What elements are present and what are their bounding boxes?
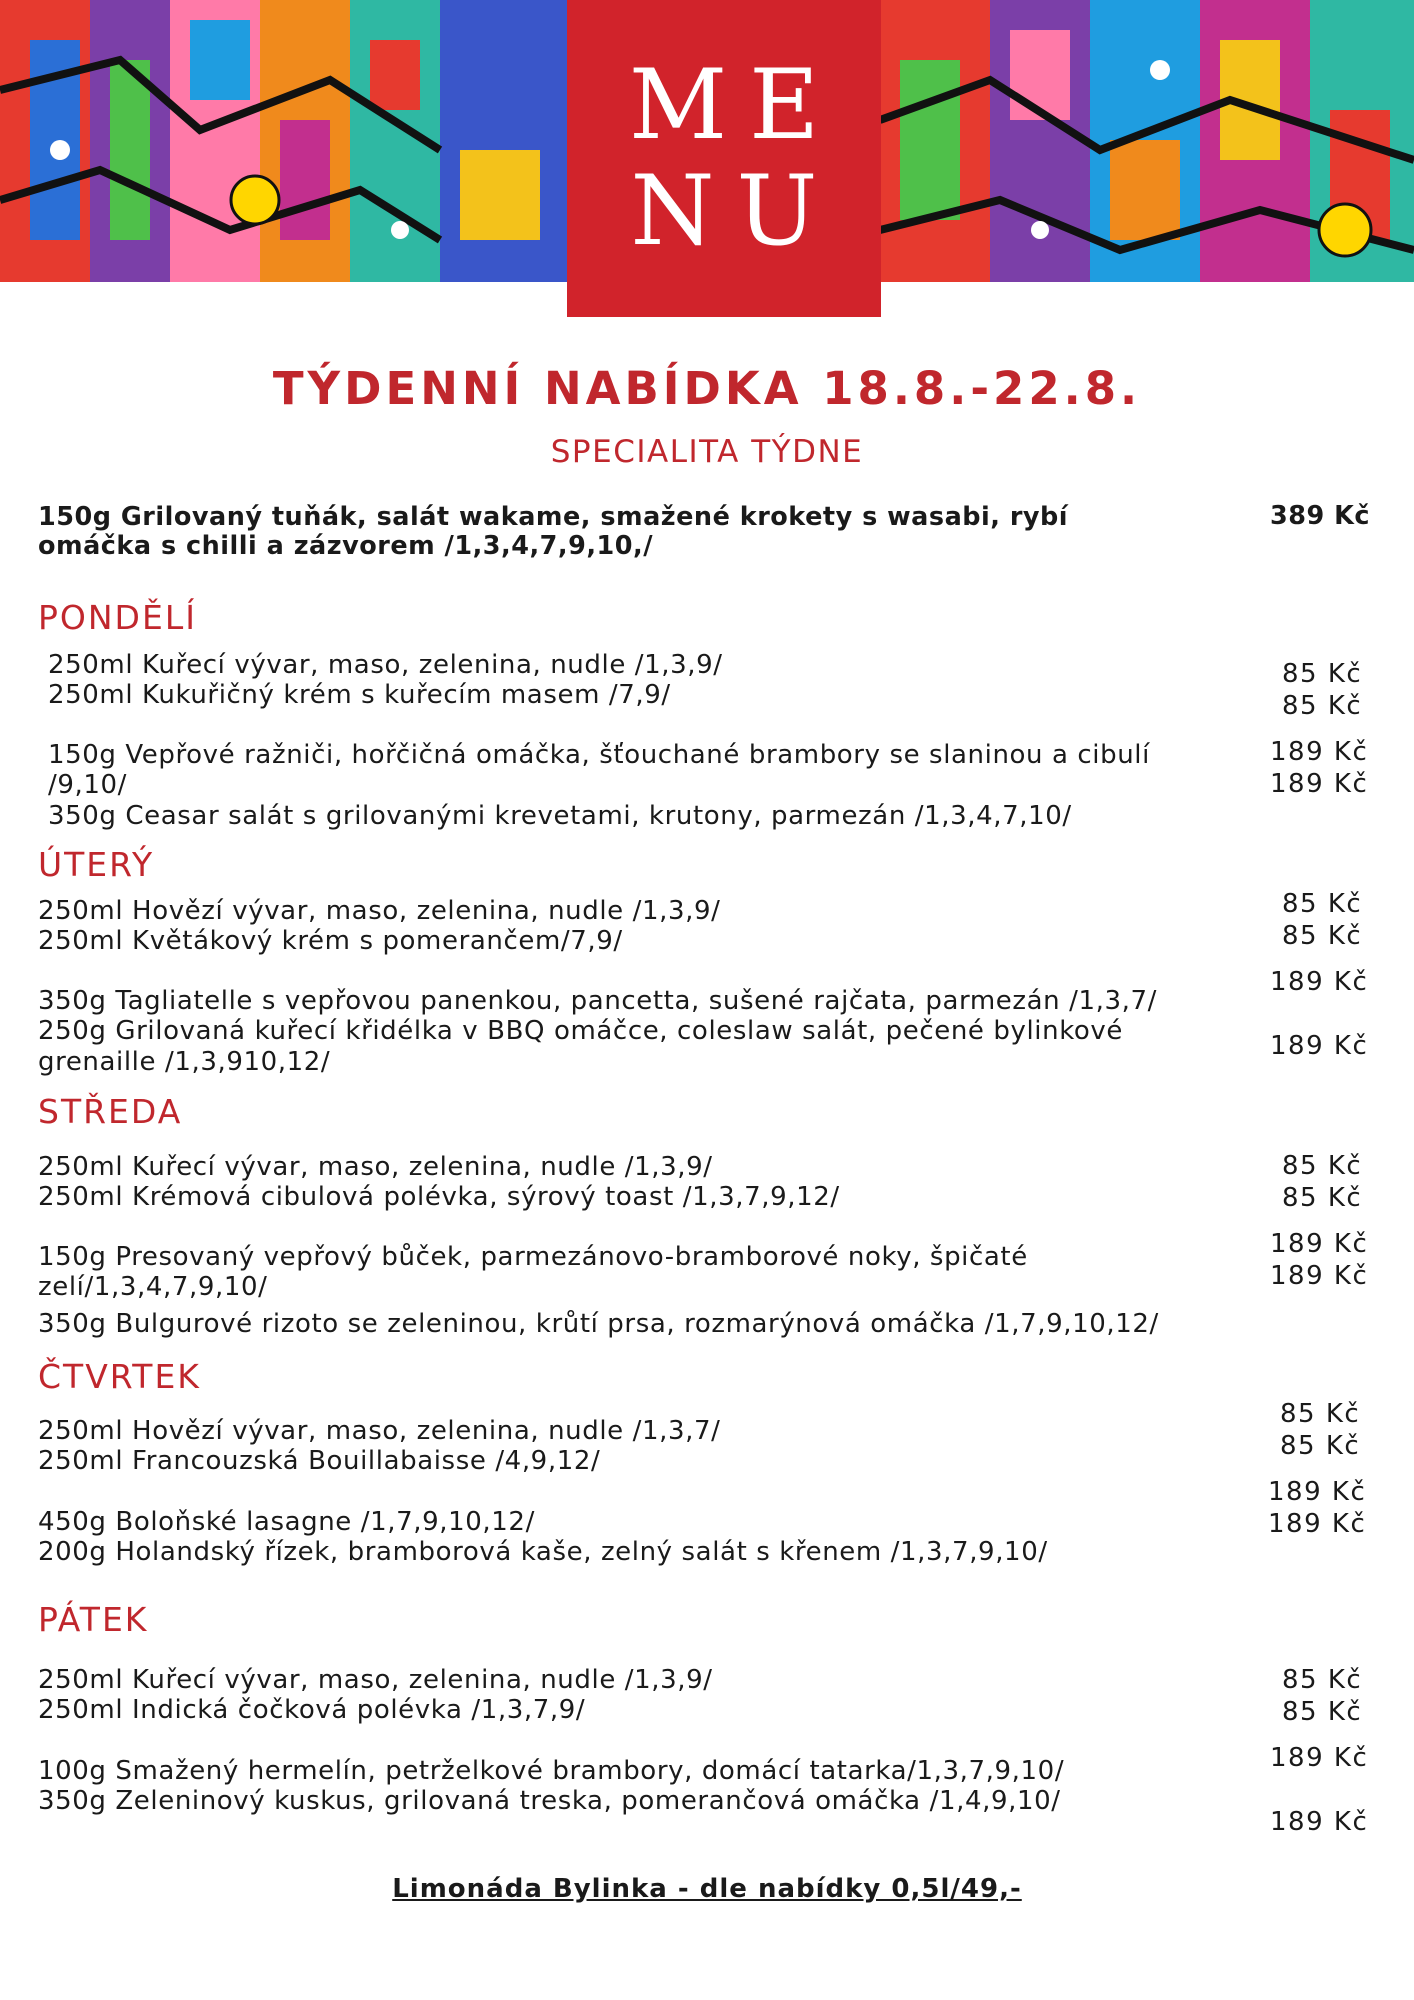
item-price: 85 Kč bbox=[1282, 1183, 1363, 1213]
special-line-2: omáčka s chilli a zázvorem /1,3,4,7,9,10,/ bbox=[38, 531, 654, 561]
item-price: 189 Kč bbox=[1270, 769, 1369, 799]
item-price: 85 Kč bbox=[1280, 1399, 1361, 1429]
menu-item: 250ml Krémová cibulová polévka, sýrový toast /1,3,7,9,12/ bbox=[38, 1182, 840, 1212]
item-price: 85 Kč bbox=[1282, 1697, 1363, 1727]
menu-item: 250ml Francouzská Bouillabaisse /4,9,12/ bbox=[38, 1446, 601, 1476]
menu-item: 250ml Kuřecí vývar, maso, zelenina, nudle /1,3,9/ bbox=[38, 1152, 713, 1182]
menu-item: 250ml Kukuřičný krém s kuřecím masem /7,9/ bbox=[48, 680, 671, 710]
page-subtitle: SPECIALITA TÝDNE bbox=[550, 434, 864, 470]
menu-item: 350g Zeleninový kuskus, grilovaná treska, pomerančová omáčka /1,4,9,10/ bbox=[38, 1786, 1061, 1816]
item-price: 189 Kč bbox=[1268, 1477, 1367, 1507]
menu-item: 450g Boloňské lasagne /1,7,9,10,12/ bbox=[38, 1507, 535, 1537]
item-price: 189 Kč bbox=[1270, 1743, 1369, 1773]
menu-item: 250ml Květákový krém s pomerančem/7,9/ bbox=[38, 926, 623, 956]
item-price: 189 Kč bbox=[1270, 1807, 1369, 1837]
menu-item: 150g Vepřové ražniči, hořčičná omáčka, šťouchané brambory se slaninou a cibulí bbox=[48, 740, 1150, 770]
day-heading-tuesday: ÚTERÝ bbox=[38, 845, 155, 884]
menu-item: /9,10/ bbox=[48, 770, 128, 800]
item-price: 189 Kč bbox=[1270, 1261, 1369, 1291]
item-price: 189 Kč bbox=[1270, 737, 1369, 767]
day-heading-wednesday: STŘEDA bbox=[38, 1092, 183, 1131]
menu-item: 150g Presovaný vepřový bůček, parmezánovo-bramborové noky, špičaté bbox=[38, 1242, 1028, 1272]
menu-item: 350g Tagliatelle s vepřovou panenkou, pancetta, sušené rajčata, parmezán /1,3,7/ bbox=[38, 986, 1157, 1016]
item-price: 85 Kč bbox=[1282, 889, 1363, 919]
item-price: 189 Kč bbox=[1270, 967, 1369, 997]
footer-drink-offer: Limonáda Bylinka - dle nabídky 0,5l/49,- bbox=[392, 1874, 1022, 1904]
item-price: 189 Kč bbox=[1270, 1031, 1369, 1061]
item-price: 85 Kč bbox=[1280, 1431, 1361, 1461]
menu-logo-line1: ME bbox=[628, 49, 842, 161]
day-heading-monday: PONDĚLÍ bbox=[38, 598, 197, 637]
item-price: 85 Kč bbox=[1282, 1151, 1363, 1181]
menu-logo-box bbox=[567, 0, 881, 317]
day-heading-friday: PÁTEK bbox=[38, 1600, 149, 1639]
item-price: 189 Kč bbox=[1270, 1229, 1369, 1259]
menu-item: 250ml Kuřecí vývar, maso, zelenina, nudle /1,3,9/ bbox=[38, 1665, 713, 1695]
item-price: 85 Kč bbox=[1282, 659, 1363, 689]
menu-item: zelí/1,3,4,7,9,10/ bbox=[38, 1272, 268, 1302]
special-price: 389 Kč bbox=[1270, 501, 1370, 531]
menu-logo-line2: NU bbox=[630, 155, 840, 267]
menu-item: 350g Ceasar salát s grilovanými krevetami, krutony, parmezán /1,3,4,7,10/ bbox=[48, 801, 1072, 831]
item-price: 189 Kč bbox=[1268, 1509, 1367, 1539]
menu-item: 350g Bulgurové rizoto se zeleninou, krůtí prsa, rozmarýnová omáčka /1,7,9,10,12/ bbox=[38, 1309, 1159, 1339]
menu-item: 250ml Hovězí vývar, maso, zelenina, nudle /1,3,7/ bbox=[38, 1416, 721, 1446]
special-line-1: 150g Grilovaný tuňák, salát wakame, smažené krokety s wasabi, rybí bbox=[38, 502, 1069, 532]
menu-item: 250g Grilovaná kuřecí křidélka v BBQ omáčce, coleslaw salát, pečené bylinkové bbox=[38, 1016, 1124, 1046]
menu-item: grenaille /1,3,910,12/ bbox=[38, 1047, 331, 1077]
item-price: 85 Kč bbox=[1282, 1665, 1363, 1695]
menu-item: 250ml Indická čočková polévka /1,3,7,9/ bbox=[38, 1695, 586, 1725]
page-title: TÝDENNÍ NABÍDKA 18.8.-22.8. bbox=[272, 362, 1142, 415]
day-heading-thursday: ČTVRTEK bbox=[38, 1357, 201, 1396]
item-price: 85 Kč bbox=[1282, 691, 1363, 721]
menu-item: 250ml Hovězí vývar, maso, zelenina, nudle /1,3,9/ bbox=[38, 896, 721, 926]
menu-item: 200g Holandský řízek, bramborová kaše, zelný salát s křenem /1,3,7,9,10/ bbox=[38, 1537, 1048, 1567]
menu-item: 250ml Kuřecí vývar, maso, zelenina, nudle /1,3,9/ bbox=[48, 650, 723, 680]
item-price: 85 Kč bbox=[1282, 921, 1363, 951]
menu-item: 100g Smažený hermelín, petrželkové brambory, domácí tatarka/1,3,7,9,10/ bbox=[38, 1756, 1065, 1786]
